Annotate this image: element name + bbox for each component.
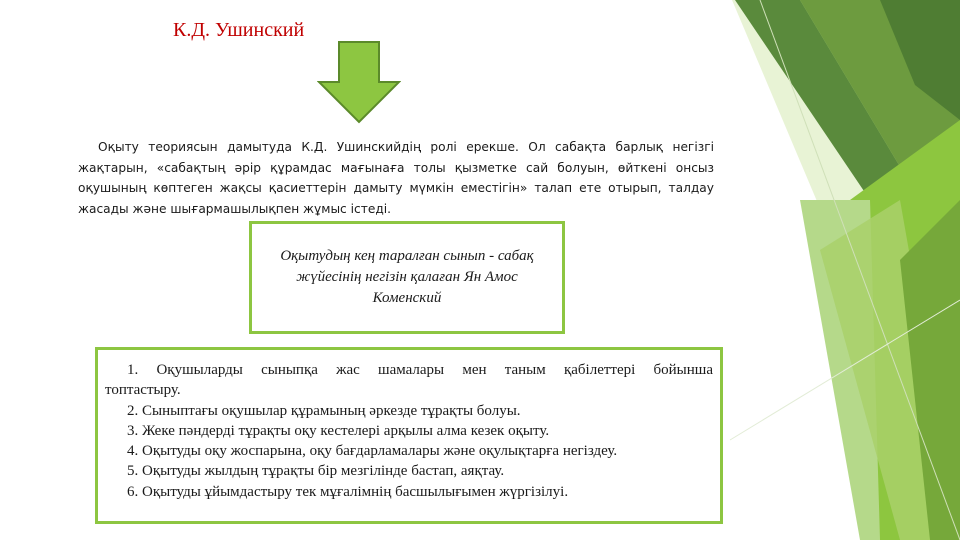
principle-item: 3. Жеке пәндерді тұрақты оқу кестелері арқылы алма кезек оқыту.	[127, 422, 550, 439]
principle-item: 1. Оқушыларды сыныпқа жас шамалары мен таным қабілеттері бойынша топтастыру.	[105, 362, 713, 399]
principle-item: 4. Оқытуды оқу жоспарына, оқу бағдарламалары және оқулықтарға негіздеу.	[127, 443, 618, 460]
comenius-box	[249, 221, 565, 334]
principle-item: 2. Сыныптағы оқушылар құрамының әркезде тұрақты болуы.	[127, 402, 521, 419]
principle-item: 6. Оқытуды ұйымдастыру тек мұғалімнің басшылығымен жүргізілуі.	[127, 483, 569, 500]
comenius-text: Оқытудың кең таралған сынып - сабақ жүйесінің негізін қалаған Ян Амос Коменский	[280, 248, 534, 306]
principle-item: 5. Оқытуды жылдың тұрақты бір мезгілінде бастап, аяқтау.	[127, 463, 505, 480]
ushinsky-paragraph: Оқыту теориясын дамытуда К.Д. Ушинскийдің ролі ерекше. Ол сабақта барлық негізгі жақтарын, «сабақтың әрір құрамдас мағынаға толы қызметке сай болуын, өйткені онсыз оқушының көптеген жақсы қасиеттерін дамыту мүмкін еместігін» талап ете отырып, талдау жасады және шығармашылықпен жұмыс істеді.	[78, 140, 714, 216]
principles-box	[95, 347, 723, 524]
down-arrow-icon	[317, 40, 401, 124]
slide-title: К.Д. Ушинский	[173, 19, 305, 41]
